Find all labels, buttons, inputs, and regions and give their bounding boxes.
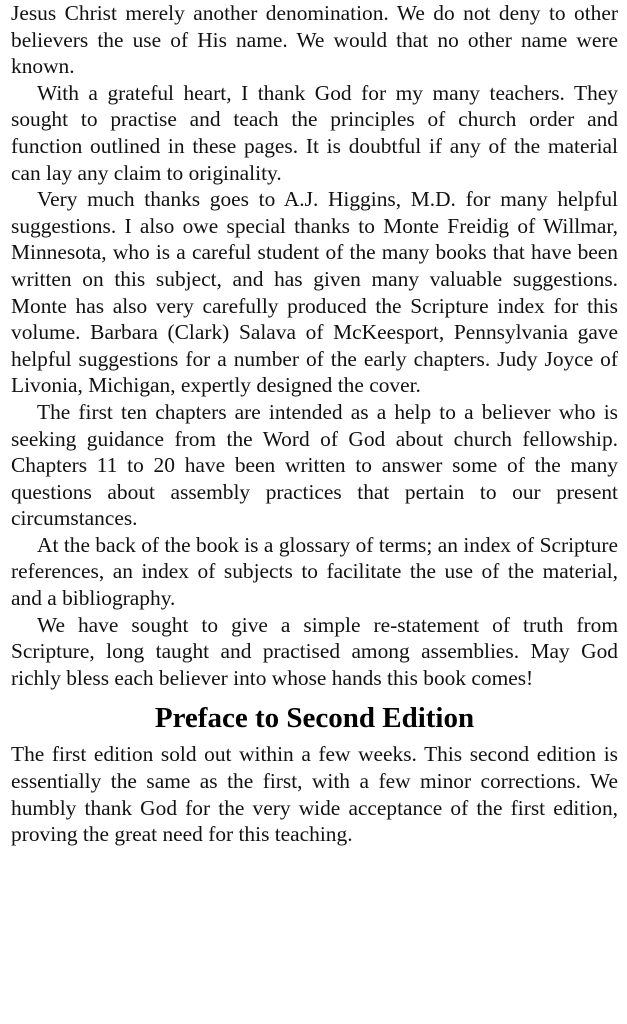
paragraph-chapters-overview: The first ten chapters are intended as a help to a believer who is seeking guidance from the Word of God about church fellowship. Chapters 11 to 20 have been written to answer some of the many questions about assembly practices that pertain to our present circumstances. (11, 399, 618, 531)
paragraph-acknowledgements: Very much thanks goes to A.J. Higgins, M.D. for many helpful suggestions. I also owe special thanks to Monte Freidig of Willmar, Minnesota, who is a careful student of the many books that have been written on this subject, and has given many valuable suggestions. Monte has also very carefully produced the Scripture index for this volume. Barbara (Clark) Salava of McKeesport, Pennsylvania gave helpful suggestions for a number of the early chapters. Judy Joyce of Livonia, Michigan, expertly designed the cover. (11, 187, 618, 398)
paragraph-closing-blessing: We have sought to give a simple re-statement of truth from Scripture, long taught and practised among assemblies. May God richly bless each believer into whose hands this book comes! (11, 612, 618, 690)
paragraph-second-edition: The first edition sold out within a few weeks. This second edition is essentially the same as the first, with a few minor corrections. We humbly thank God for the very wide acceptance of the first edition, proving the great need for this teaching. (11, 742, 618, 847)
second-edition-heading: Preface to Second Edition (154, 702, 475, 735)
paragraph-thanks-teachers: With a grateful heart, I thank God for my many teachers. They sought to practise and teach the principles of church order and function outlined in these pages. It is doubtful if any of the material can lay any claim to originality. (11, 80, 618, 185)
paragraph-continued-denomination: Jesus Christ merely another denomination. We do not deny to other believers the use of His name. We would that no other name were known. (11, 1, 618, 79)
paragraph-back-matter: At the back of the book is a glossary of terms; an index of Scripture references, an index of subjects to facilitate the use of the material, and a bibliography. (11, 532, 618, 611)
